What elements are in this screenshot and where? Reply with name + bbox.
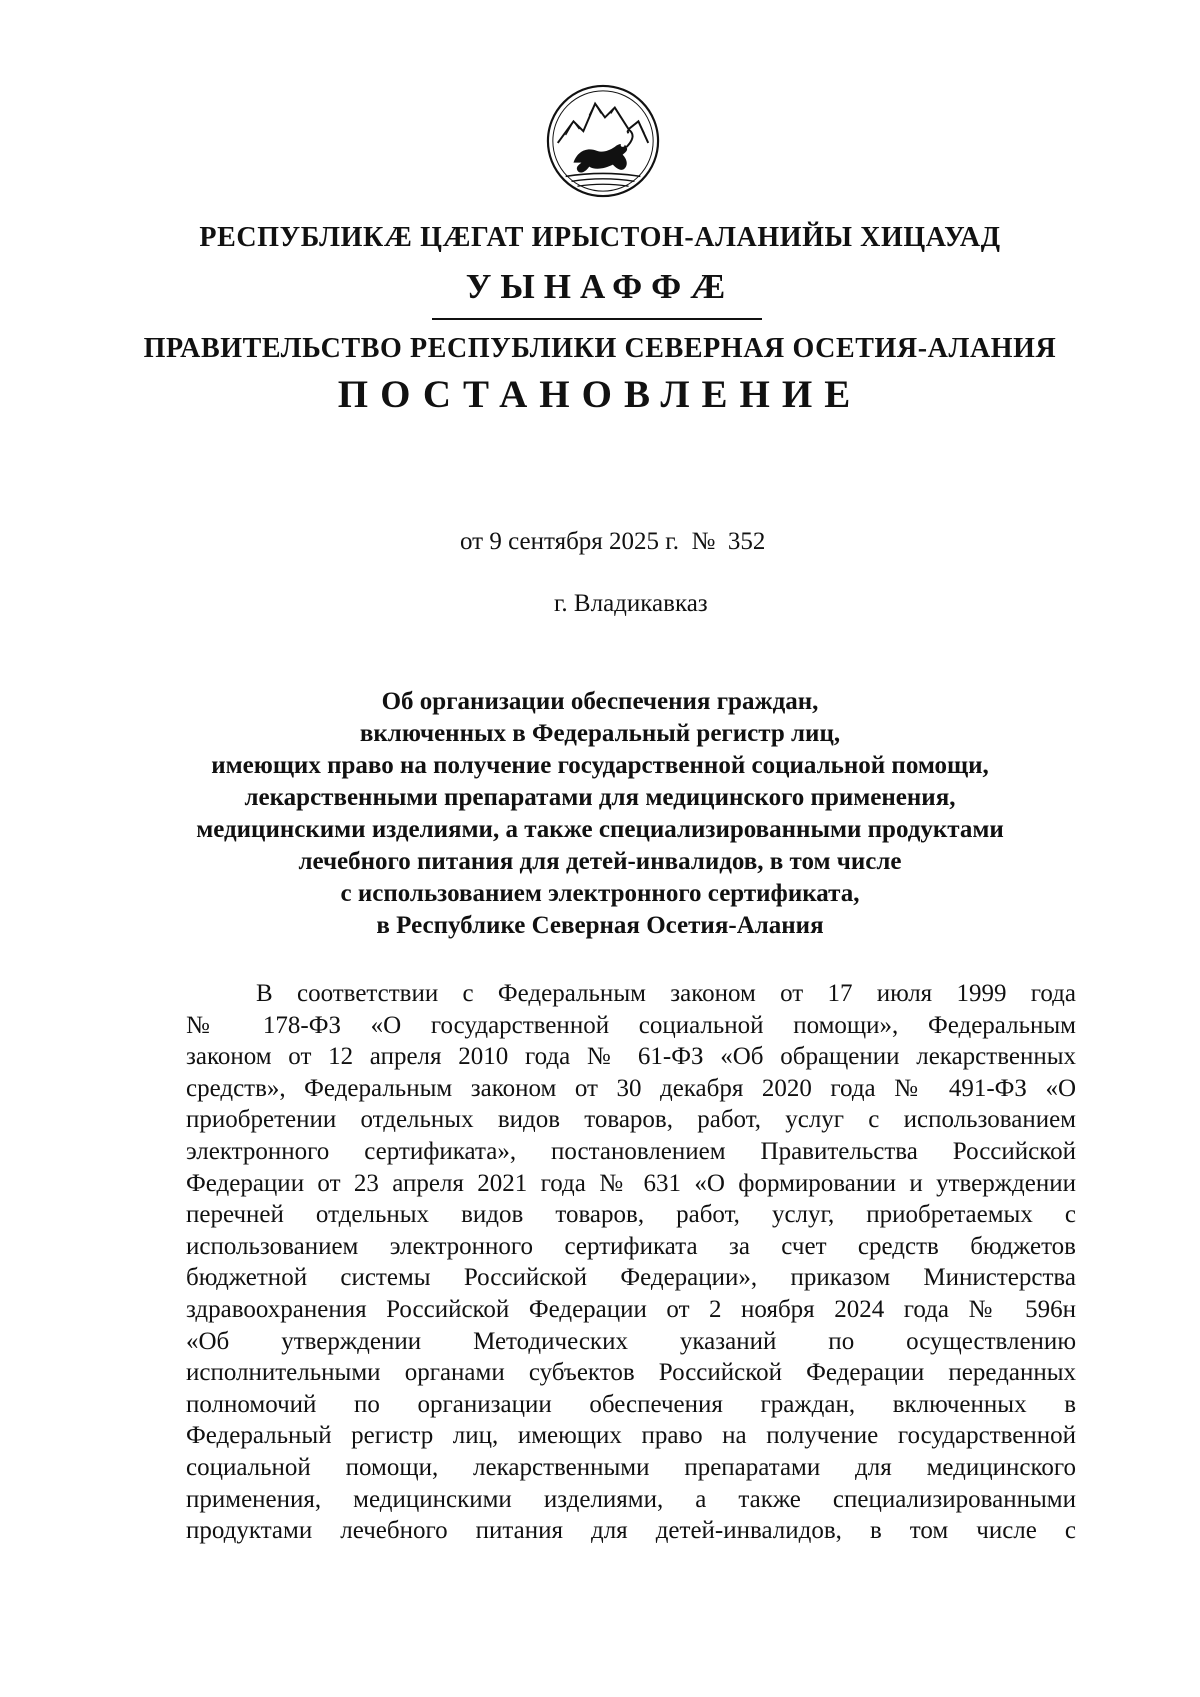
body-line: Федерации от 23 апреля 2021 года № 631 «О формировании и утверждении — [186, 1169, 1076, 1197]
body-line: электронного сертификата», постановлением Правительства Российской — [186, 1137, 1076, 1165]
document-date-number: от 9 сентября 2025 г. № 352 — [460, 528, 766, 555]
title-line: лечебного питания для детей-инвалидов, в том числе — [298, 848, 902, 875]
title-line: имеющих право на получение государственной социальной помощи, — [211, 752, 989, 779]
ru-authority-heading: ПРАВИТЕЛЬСТВО РЕСПУБЛИКИ СЕВЕРНАЯ ОСЕТИЯ-АЛАНИЯ — [143, 333, 1057, 364]
body-line: Федеральный регистр лиц, имеющих право на получение государственной — [186, 1422, 1076, 1450]
title-line: в Республике Северная Осетия-Алания — [376, 912, 824, 939]
body-line: средств», Федеральным законом от 30 декабря 2020 года № 491-ФЗ «О — [186, 1074, 1076, 1102]
body-line: приобретении отдельных видов товаров, работ, услуг с использованием — [186, 1106, 1076, 1134]
body-line: № 178-ФЗ «О государственной социальной помощи», Федеральным — [186, 1011, 1076, 1039]
body-line: бюджетной системы Российской Федерации», приказом Министерства — [186, 1264, 1076, 1292]
document-body — [186, 978, 1076, 1547]
body-line: применения, медицинскими изделиями, а также специализированными — [186, 1485, 1076, 1513]
body-line: исполнительными органами субъектов Российской Федерации переданных — [186, 1359, 1076, 1387]
header-divider — [432, 318, 762, 320]
body-line: здравоохранения Российской Федерации от 2 ноября 2024 года № 596н — [186, 1295, 1076, 1323]
ru-doc-type-heading: ПОСТАНОВЛЕНИЕ — [337, 373, 863, 416]
title-line: лекарственными препаратами для медицинского применения, — [244, 784, 956, 811]
title-line: включенных в Федеральный регистр лиц, — [359, 720, 841, 747]
body-line: В соответствии с Федеральным законом от 17 июля 1999 года — [256, 980, 1076, 1007]
body-line: законом от 12 апреля 2010 года № 61-ФЗ «Об обращении лекарственных — [186, 1043, 1076, 1071]
document-title — [150, 686, 1050, 942]
document-city: г. Владикавказ — [554, 590, 708, 617]
coat-of-arms-emblem — [544, 82, 662, 200]
body-line: «Об утверждении Методических указаний по осуществлению — [186, 1327, 1076, 1355]
body-line: социальной помощи, лекарственными препаратами для медицинского — [186, 1453, 1076, 1481]
body-line: перечней отдельных видов товаров, работ, услуг, приобретаемых с — [186, 1201, 1076, 1229]
body-line: полномочий по организации обеспечения граждан, включенных в — [186, 1390, 1076, 1418]
osset-doc-type-heading: УЫНАФФӔ — [465, 267, 735, 306]
title-line: с использованием электронного сертификата, — [340, 880, 860, 907]
title-line: Об организации обеспечения граждан, — [381, 688, 819, 715]
osset-authority-heading: РЕСПУБЛИКӔ ЦӔГАТ ИРЫСТОН-АЛАНИЙЫ ХИЦАУАД — [199, 222, 1001, 253]
title-line: медицинскими изделиями, а также специализированными продуктами — [196, 816, 1004, 843]
body-line: использованием электронного сертификата за счет средств бюджетов — [186, 1232, 1076, 1260]
body-line: продуктами лечебного питания для детей-инвалидов, в том числе с — [186, 1517, 1076, 1545]
